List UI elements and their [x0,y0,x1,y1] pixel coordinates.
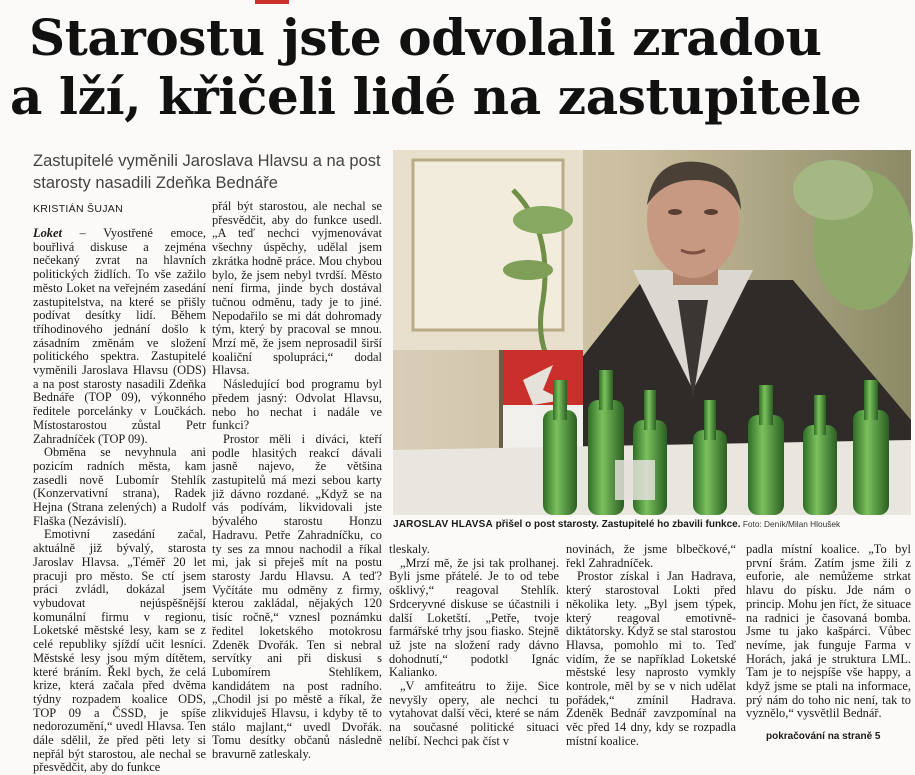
paragraph: Emotivní zasedání začal, aktuálně již bývalý, starosta Jaroslav Hlavsa. „Téměř 20 let pracuji pro město. Se ctí jsem práci zvládl, dokázal jsem vybudovat nejúspěšnější komunální firmu v regionu, Loketské městské lesy, kam se z celé republiky sjíždí učit lesníci. Městské lesy jsou mým dítětem, které bráním. Řekl bych, že celá krize, která začala před dvěma týdny rozpadem koalice ODS, TOP 09 a ČSSD, je spíše nedorozumění,“ uvedl Hlavsa. Ten dále sdělil, že před pěti lety si nepřál být starostou, ale nechal se přesvědčit, aby do funkce [33,527,206,775]
article-column-5 [746,543,911,733]
paragraph: tleskaly. [389,542,430,556]
headline [10,8,910,126]
article-column-4 [566,542,736,748]
caption-text: přišel o post starosty. Zastupitelé ho zbavili funkce. [492,519,741,530]
headline-line-1: Starostu jste odvolali zradou [29,8,822,67]
photo-caption [393,518,913,531]
caption-name: JAROSLAV HLAVSA [393,519,493,530]
subtitle: Zastupitelé vyměnili Jaroslava Hlavsu a na post starosty nasadili Zdeňka Bednáře [33,152,381,192]
headline-line-2: a lží, křičeli lidé na zastupitele [10,67,862,126]
paragraph-text: – Vyostřené emoce, bouřlivá diskuse a zejména nečekaný zvrat na hlavních politických židlích. To vše zažilo město Loket na veřejném zasedání zastupitelstva, na které se přišly podívat desítky lidí. Během tříhodinového jednání došlo k zásadním změnám ve složení politického spektra. Zastupitelé vyměnili Jaroslava Hlavsu (ODS) a na post starosty nasadili Zdeňka Bednáře (TOP 09), výkonného ředitele porcelánky v Loučkách. Místostarostou zůstal Petr Zahradníček (TOP 09). [33,226,206,446]
continuation-note: pokračování na straně 5 [766,731,881,742]
author-byline: KRISTIÁN ŠUJAN [33,203,123,215]
article-column-2 [212,199,382,762]
lead-paragraph [33,227,206,446]
paragraph: padla místní koalice. „To byl první šrám. Zatím jsme žili z euforie, ale nemůžeme strkat hlavu do písku. Jde nám o princip. Mohu jen říct, že situace na radnici je časovaná bomba. Jsme tu jako kašpárci. Vůbec nevíme, jak funguje Farma v Horách, jaká je struktura LML. Tam je to nejspíše vše happy, a když jsme se ptali na informace, prý nám do toho nic není, tak to vyznělo,“ vysvětlil Bednář. [746,542,911,721]
paragraph: „V amfiteátru to žije. Sice nevyšly opery, ale nechci tu vytahovat další věci, které se nám na současné politické situaci nelíbí. Nechci pak číst v [389,679,559,748]
article-photo [393,150,911,515]
paragraph: přál být starostou, ale nechal se přesvědčit, aby do funkce usedl. „A teď nechci vyjmenovávat všechny úspěchy, udělal jsem zkrátka hodně práce. Mou chybou bylo, že jsem nebyl tvrdší. Město není firma, jinde bych dostával tučnou odměnu, tady je to jiné. Nepodařilo se mi dát dohromady tým, který by pracoval se mnou. Mrzí mě, že jsem neprosadil širší koaliční spolupráci,“ dodal Hlavsa. [212,199,382,378]
photo-credit: Foto: Deník/Milan Hloušek [740,519,841,529]
paragraph: novinách, že jsme blbečkové,“ řekl Zahradníček. [566,542,736,570]
article-column-3 [389,542,559,748]
paragraph: Prostor získal i Jan Hadrava, který starostoval Lokti před několika lety. „Byl jsem týpek, který reagoval emotivně-diktátorsky. Když se stal starostou Hlavsa, pomohlo mi to. Teď vidím, že se například Loketské městské lesy naprosto vymkly kontrole, měl by se v nich udělat pořádek,“ zmínil Hadrava. Zdeněk Bednář zavzpomínal na věc před 14 dny, kdy se rozpadla místní koalice. [566,569,736,748]
dateline: Loket [33,226,62,240]
article-column-1 [33,226,206,775]
paragraph: Následující bod programu byl předem jasný: Odvolat Hlavsu, nebo ho nechat i nadále ve funkci? [212,377,382,433]
paragraph: „Mrzí mě, že jsi tak prolhanej. Byli jsme přátelé. Je to od tebe ošklivý,“ reagoval Stehlík. Srdceryvné diskuse se účastnili i další Loketští. „Petře, tvoje farmářské trhy jsou fiasko. Stejně už jste na složení rady dávno dohodnutí,“ podotkl Ignác Kalianko. [389,555,559,680]
paragraph: Prostor měli i diváci, kteří podle hlasitých reakcí dávali jasně najevo, že většina zastupitelů má mezi sebou karty již dávno rozdané. „Když se na vás podívám, likvidovali jste bývalého starostu Honzu Hadravu. Petře Zahradníčku, co ty ses za mnou nachodil a říkal mi, jak si přeješ mít na postu starosty Jardu Hlavsu. A teď? Vyčítáte mu odměny z firmy, kterou zakládal, nějakých 120 tisíc ročně,“ vznesl poznámku ředitel loketského motokrosu Zdeněk Dvořák. Ten si nebral servítky ani při diskusi s Lubomírem Stehlíkem, kandidátem na post radního. „Chodil jsi po městě a říkal, že zlikviduješ Hlavsu, i kdyby tě to stálo majlant,“ uvedl Dvořák. Tomu desítky občanů následně bravurně zatleskaly. [212,431,382,762]
top-color-strip [255,0,289,4]
paragraph: Obměna se nevyhnula ani pozicím radních města, kam zasedli nově Lubomír Stehlík (Konzervativní strana), Radek Hejna (Strana zelených) a Rudolf Flaška (Nezávislí). [33,445,206,528]
